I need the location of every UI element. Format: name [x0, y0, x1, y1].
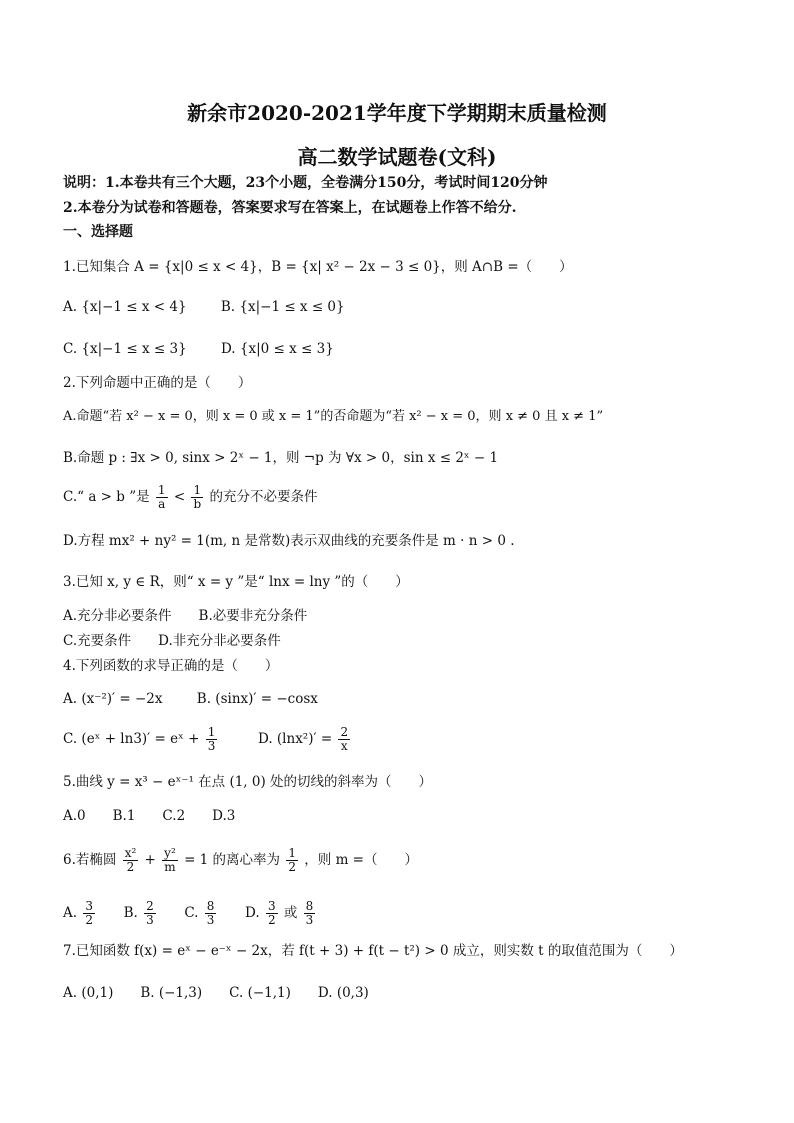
q3-options-ab: A.充分非必要条件 B.必要非充分条件 [63, 608, 308, 624]
q6-or: 或 [283, 905, 298, 921]
fraction-8-over-3-d: $\frac{8}{3}$ [305, 899, 314, 927]
q4-options-cd [63, 726, 352, 753]
q1-options-cd [63, 340, 364, 358]
question-7: 7.已知函数 f(x) = eˣ − e⁻ˣ − 2x，若 f(t + 3) + f(t − t²) > 0 成立，则实数 t 的取值范围为（ ） [63, 943, 683, 959]
q2-option-c: C.“ a > b ”是 $\frac{1}{a}$ < $\frac{1}{b}$ 的充分不必要条件 [63, 483, 318, 511]
page-title: 新余市2020-2021学年度下学期期末质量检测 [187, 101, 607, 125]
q4-options-ab [63, 690, 348, 708]
q1-option-a: A. {x|−1 ≤ x < 4} [63, 299, 187, 315]
fraction-1-over-3: $\frac{1}{3}$ [207, 725, 216, 753]
q6-middle: = 1 的离心率为 [184, 852, 281, 868]
question-2: 2.下列命题中正确的是（ ） [63, 375, 252, 391]
q1-option-c: C. {x|−1 ≤ x ≤ 3} [63, 341, 187, 357]
note-2: 2.本卷分为试卷和答题卷，答案要求写在答案上，在试题卷上作答不给分. [63, 200, 517, 216]
fraction-2-over-x: $\frac{2}{x}$ [340, 725, 349, 753]
q4-option-c: C. (eˣ + ln3)′ = eˣ + [63, 731, 200, 747]
q4-option-b: B. (sinx)′ = −cosx [196, 691, 318, 707]
q7-options: A. (0,1) B. (−1,3) C. (−1,1) D. (0,3) [63, 985, 369, 1001]
q1-option-b: B. {x|−1 ≤ x ≤ 0} [220, 299, 345, 315]
q6-option-b: B. [123, 905, 138, 921]
fraction-2-over-3: $\frac{2}{3}$ [146, 899, 154, 927]
fraction-y2-over-m: $\frac{\text{y²}}{m}$ [164, 846, 176, 874]
q6-options [63, 900, 317, 927]
q1-option-d: D. {x|0 ≤ x ≤ 3} [220, 341, 334, 357]
q2-option-b: B.命题 p : ∃x > 0, sinx > 2ˣ − 1，则 ¬p 为 ∀x > 0，sin x ≤ 2ˣ − 1 [63, 450, 499, 466]
q1-options-ab [63, 298, 375, 316]
fraction-3-over-2-d: $\frac{3}{2}$ [267, 899, 276, 927]
q2-option-a: A.命题“若 x² − x = 0，则 x = 0 或 x = 1”的否命题为“若 x² − x = 0，则 x ≠ 0 且 x ≠ 1” [63, 409, 604, 424]
q6-option-c: C. [184, 905, 199, 921]
fraction-x2-over-2: $\frac{\text{x²}}{2}$ [124, 846, 137, 874]
fraction-1-over-a: $\frac{1}{a}$ [157, 483, 166, 511]
fraction-1-over-b: $\frac{1}{b}$ [193, 483, 202, 511]
q6-option-d: D. [245, 905, 260, 921]
q4-option-a: A. (x⁻²)′ = −2x [63, 691, 163, 707]
page-subtitle: 高二数学试题卷(文科) [297, 145, 497, 169]
q3-options-cd: C.充要条件 D.非充分非必要条件 [63, 633, 281, 649]
fraction-3-over-2: $\frac{3}{2}$ [85, 899, 93, 927]
question-4: 4.下列函数的求导正确的是（ ） [63, 658, 279, 674]
q6-suffix: ，则 m =（ ） [304, 852, 418, 868]
q6-prefix: 6.若椭圆 [63, 852, 117, 868]
section-heading: 一、选择题 [63, 224, 133, 240]
q6-option-a: A. [63, 905, 78, 921]
question-1: 1.已知集合 A = {x|0 ≤ x < 4}，B = {x| x² − 2x − 3 ≤ 0}，则 A∩B =（ ） [63, 259, 573, 275]
q2-option-d: D.方程 mx² + ny² = 1(m, n 是常数)表示双曲线的充要条件是 m · n > 0 . [63, 533, 515, 549]
fraction-8-over-3: $\frac{8}{3}$ [206, 899, 215, 927]
fraction-1-over-2: $\frac{1}{2}$ [288, 846, 296, 874]
q5-options: A.0 B.1 C.2 D.3 [63, 808, 236, 824]
q2-c-suffix: 的充分不必要条件 [209, 489, 318, 505]
question-6: 6.若椭圆 $\frac{\text{x²}}{2}$ + $\frac{\text{y²}}{m}$ = 1 的离心率为 $\frac{1}{2}$ ，则 m =（ ） [63, 846, 418, 874]
question-3: 3.已知 x, y ∈ R，则“ x = y ”是“ lnx = lny ”的（ ） [63, 574, 409, 590]
q4-option-d: D. (lnx²)′ = [257, 731, 333, 747]
note-1: 说明：1.本卷共有三个大题，23个小题，全卷满分150分，考试时间120分钟 [63, 175, 548, 191]
q2-c-prefix: C.“ a > b ”是 [63, 489, 150, 505]
question-5: 5.曲线 y = x³ − eˣ⁻¹ 在点 (1, 0) 处的切线的斜率为（ ） [63, 774, 433, 790]
